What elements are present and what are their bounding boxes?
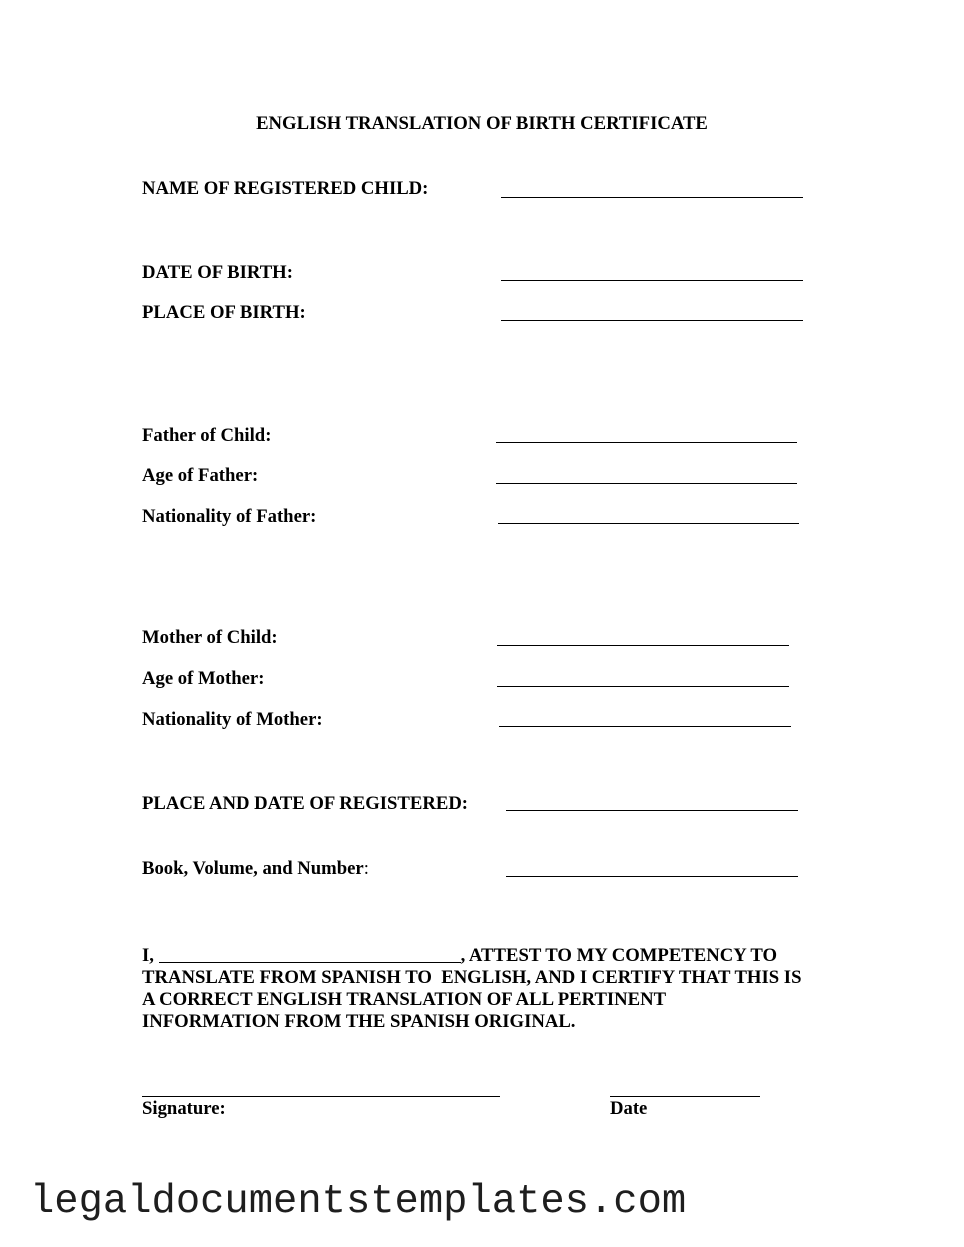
- father-age-field[interactable]: [496, 483, 797, 484]
- place-of-birth-label: PLACE OF BIRTH:: [142, 302, 306, 323]
- mother-nationality-field[interactable]: [499, 726, 791, 727]
- father-name-field[interactable]: [496, 442, 797, 443]
- registration-place-date-field[interactable]: [506, 810, 798, 811]
- signature-field[interactable]: [142, 1096, 500, 1097]
- child-name-label: NAME OF REGISTERED CHILD:: [142, 178, 429, 199]
- book-volume-number-colon: :: [363, 858, 369, 879]
- site-watermark: legaldocumentstemplates.com: [30, 1179, 687, 1225]
- mother-age-field[interactable]: [497, 686, 789, 687]
- attestation-line-2: TRANSLATE FROM SPANISH TO ENGLISH, AND I CERTIFY THAT THIS IS: [142, 967, 802, 988]
- signature-label: Signature:: [142, 1098, 226, 1119]
- place-of-birth-field[interactable]: [501, 320, 803, 321]
- attestation-suffix: , ATTEST TO MY COMPETENCY TO: [460, 945, 778, 966]
- date-of-birth-field[interactable]: [501, 280, 803, 281]
- book-volume-number-label: [142, 858, 369, 880]
- book-volume-number-text: Book, Volume, and Number: [142, 858, 364, 879]
- mother-name-label: Mother of Child:: [142, 627, 278, 648]
- mother-nationality-label: Nationality of Mother:: [142, 709, 323, 730]
- father-nationality-field[interactable]: [498, 523, 799, 524]
- signature-date-field[interactable]: [610, 1096, 760, 1097]
- father-name-label: Father of Child:: [142, 425, 272, 446]
- father-age-label: Age of Father:: [142, 465, 259, 486]
- date-of-birth-label: DATE OF BIRTH:: [142, 262, 293, 283]
- book-volume-number-field[interactable]: [506, 876, 798, 877]
- attestation-line-1: [142, 945, 777, 967]
- child-name-field[interactable]: [501, 197, 803, 198]
- attestation-prefix: I,: [142, 945, 159, 966]
- mother-age-label: Age of Mother:: [142, 668, 265, 689]
- registration-place-date-label: PLACE AND DATE OF REGISTERED:: [142, 793, 469, 814]
- translator-name-field[interactable]: [159, 962, 461, 963]
- father-nationality-label: Nationality of Father:: [142, 506, 317, 527]
- attestation-line-3: A CORRECT ENGLISH TRANSLATION OF ALL PERTINENT: [142, 989, 667, 1010]
- signature-date-label: Date: [610, 1098, 648, 1119]
- attestation-line-4: INFORMATION FROM THE SPANISH ORIGINAL.: [142, 1011, 576, 1032]
- document-title: ENGLISH TRANSLATION OF BIRTH CERTIFICATE: [256, 113, 708, 134]
- mother-name-field[interactable]: [497, 645, 789, 646]
